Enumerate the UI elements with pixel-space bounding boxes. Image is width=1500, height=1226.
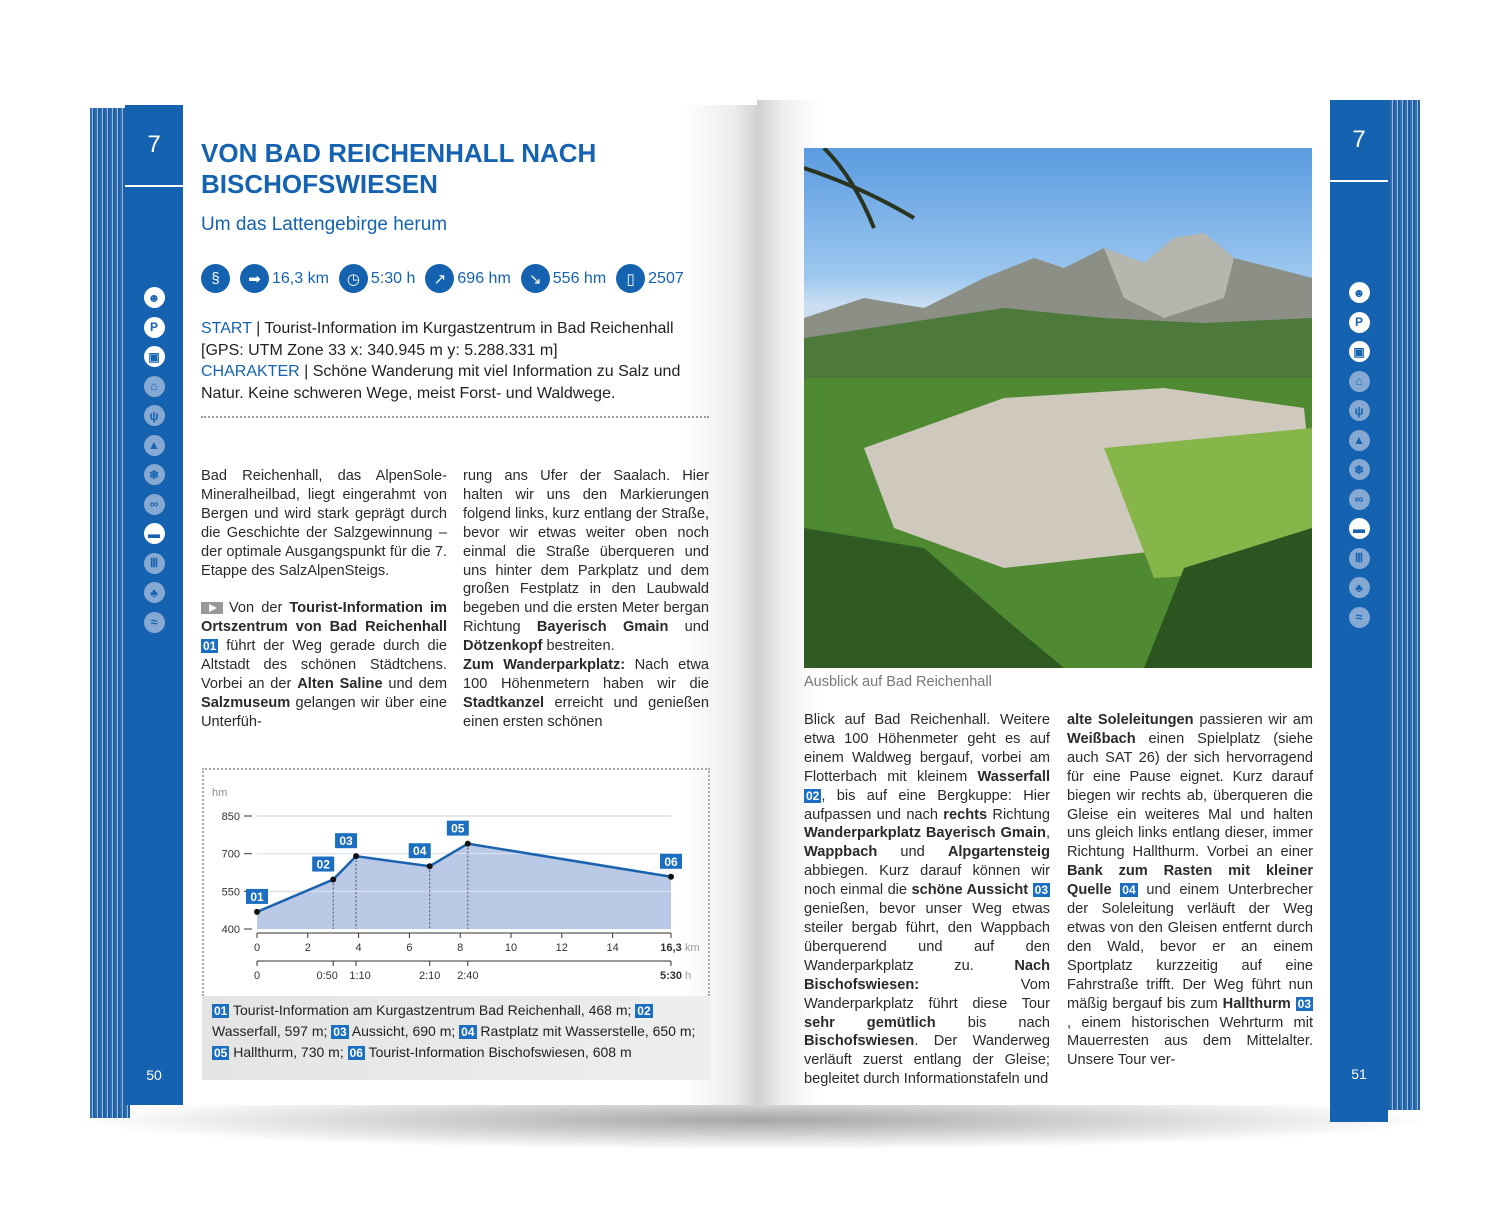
legend-item — [212, 1002, 635, 1018]
descent-value: 556 hm — [552, 269, 607, 287]
left-sidebar-strip — [125, 105, 183, 1105]
tour-title: VON BAD REICHENHALL NACH BISCHOFSWIESEN — [201, 138, 597, 199]
bear-kids-icon: ☻ — [144, 287, 165, 308]
text — [1112, 882, 1121, 898]
x-tick-label: 2 — [304, 942, 311, 954]
duration-value: 5:30 h — [370, 269, 416, 287]
text: und einem Unterbrecher der Soleleitung verläuft der Weg etwas von den Gleisen entfernt durch den Wald, bevor er an einem Sportplatz kurzzeitig auf eine Fahrstraße trifft. Der Weg führt nun mäßig bergauf bis zum — [1067, 882, 1313, 1012]
bold-text: schöne Aussicht — [911, 882, 1029, 899]
x-axis-label: km — [685, 942, 700, 954]
bold-text: alte Soleleitungen — [1067, 712, 1194, 728]
book-edge-right — [1385, 100, 1420, 1110]
bus-icon: ▣ — [1349, 341, 1370, 362]
mountain-town-photo — [804, 148, 1312, 668]
right-column-1 — [804, 711, 1050, 1108]
tour-number: 7 — [125, 105, 183, 187]
waypoint-label: 05 — [451, 821, 465, 836]
time-tick-label: 0 — [253, 970, 261, 982]
waypoint-point — [427, 863, 433, 869]
left-column-1 — [201, 467, 447, 751]
waypoint-label: 06 — [664, 854, 678, 869]
legend-text: Rastplatz mit Wasserstelle, 650 m; — [480, 1023, 696, 1039]
y-tick-label: 850 — [221, 811, 240, 823]
parking-icon: P — [1349, 312, 1370, 333]
waypoint-point — [465, 841, 471, 847]
map-number: 2507 — [648, 269, 684, 287]
hut-icon: ▲ — [1349, 430, 1370, 451]
waypoint-point — [254, 909, 260, 915]
time-tick-label: 1:10 — [349, 970, 371, 982]
legend-text: Aussicht, 690 m; — [351, 1023, 456, 1039]
text: und — [877, 844, 948, 861]
waypoint-label: 01 — [250, 889, 264, 904]
text: Von der — [229, 600, 290, 617]
right-column-2 — [1067, 711, 1313, 1089]
text: abbiegen. Kurz darauf können wir noch einmal die — [804, 863, 1050, 899]
bold-text: Wasserfall — [977, 768, 1050, 785]
bold-text: Bischofswiesen — [804, 1033, 915, 1050]
tour-number: 7 — [1330, 100, 1388, 182]
stat-ascent — [425, 264, 510, 293]
tour-subtitle: Um das Lattengebirge herum — [201, 214, 448, 235]
text: und dem — [382, 675, 448, 692]
parking-icon: P — [144, 317, 165, 338]
bold-text: Zum Wanderparkplatz: — [463, 657, 626, 674]
text: Nach etwa 100 Höhenmetern haben wir die — [463, 657, 709, 692]
waypoint-marker: 03 — [1297, 996, 1311, 1011]
signpost-icon: ➡ — [240, 264, 269, 293]
legend-text: Tourist-Information Bischofswiesen, 608 m — [368, 1044, 632, 1060]
bold-text: Tourist-Information im Ortszentrum von Bad Reichenhall — [201, 600, 447, 636]
museum-icon: Ⅲ — [144, 553, 165, 574]
page-number: 51 — [1351, 1066, 1367, 1082]
elevation-chart — [204, 770, 708, 996]
waypoint-marker: 01 — [203, 639, 217, 654]
text: Bad Reichenhall, das AlpenSole-Mineralheilbad, liegt eingerahmt von Bergen und wird stark geprägt durch die Geschichte der Salzgewinnung – der optimale Ausgangspunkt für die 7. Etappe des SalzAlpenSteigs. — [201, 468, 447, 579]
bold-text: Wanderparkplatz Bayerisch Gmain — [804, 825, 1046, 842]
waypoint-label: 03 — [339, 834, 353, 849]
start-text: | Tourist-Information im Kurgastzentrum in Bad Reichenhall [GPS: UTM Zone 33 x: 340.945 m y: 5.288.331 m] — [201, 320, 674, 359]
paragraph — [463, 467, 709, 656]
waypoint-label: 04 — [413, 844, 427, 859]
cable-car-icon: ⌂ — [1349, 371, 1370, 392]
paragraph — [201, 599, 447, 731]
legend-item — [348, 1044, 632, 1060]
text: , bis auf eine Bergkuppe: Hier aufpassen und nach — [804, 787, 1050, 823]
legend-text: Wasserfall, 597 m; — [212, 1023, 328, 1039]
bicycle-icon: ∞ — [144, 494, 165, 515]
bold-text: Bayerisch Gmain — [536, 619, 669, 636]
text: Blick auf Bad Reichenhall. Weitere etwa 100 Höhenmeter geht es auf einem Waldweg bergauf, vorbei am Flotterbach mit kleinem — [804, 712, 1050, 785]
divider — [201, 416, 709, 418]
text: bestreiten. — [542, 638, 615, 655]
page-number: 50 — [146, 1067, 162, 1083]
legend-item — [459, 1023, 695, 1039]
waypoint-marker: 06 — [349, 1046, 363, 1060]
y-tick-label: 550 — [221, 886, 240, 899]
paragraph — [463, 656, 709, 732]
ascent-value: 696 hm — [457, 269, 511, 287]
y-axis-label: hm — [212, 787, 228, 799]
y-tick-label: 400 — [221, 924, 240, 936]
stat-route — [201, 264, 230, 293]
bold-text: Alten Saline — [297, 675, 383, 692]
text: führt der Weg gerade durch die Altstadt des schönen Städtchens. Vorbei an der — [201, 638, 447, 692]
hut-icon: ▲ — [144, 435, 165, 456]
tour-stats — [201, 264, 684, 293]
restaurant-icon: ψ — [144, 405, 165, 426]
right-sidebar-strip — [1330, 100, 1388, 1122]
waypoint-legend — [202, 996, 710, 1080]
legend-text: Tourist-Information am Kurgastzentrum Bad Reichenhall, 468 m; — [233, 1002, 632, 1018]
bed-icon: ▬ — [144, 523, 165, 544]
book-edge-left — [90, 108, 130, 1118]
time-axis-label: h — [685, 970, 692, 982]
waypoint-marker: 04 — [461, 1025, 475, 1039]
tree-icon: ♣ — [1349, 577, 1370, 598]
category-icons — [1349, 282, 1370, 628]
stat-map — [616, 264, 684, 293]
legend-item — [212, 1044, 348, 1060]
bold-text: Hallthurm — [1222, 995, 1291, 1012]
text: , — [1045, 825, 1050, 842]
text: rung ans Ufer der Saalach. Hier halten wir uns den Markierungen folgend links, kurz entlang der Straße, bevor wir etwas weiter oben noch einmal die Straße überqueren und uns hinter dem Parkplatz und dem großen Festplatz in den Laubwald begeben und die ersten Meter bergan Richtung — [463, 468, 709, 636]
text: . Der Wanderweg verläuft zuerst entlang der Gleise; begleitet durch Informationstafeln und — [804, 1033, 1050, 1088]
x-tick-label: 14 — [606, 942, 619, 954]
play-arrow-icon — [201, 602, 223, 614]
bear-kids-icon: ☻ — [1349, 282, 1370, 303]
bicycle-icon: ∞ — [1349, 489, 1370, 510]
waypoint-marker: 02 — [637, 1004, 651, 1018]
x-tick-label: 0 — [253, 942, 261, 954]
bold-text: rechts — [943, 806, 988, 823]
legend-text: Hallthurm, 730 m; — [233, 1044, 344, 1060]
ascent-arrow-icon: ↗ — [425, 264, 454, 293]
time-tick-label: 0:50 — [316, 970, 338, 982]
text: erreicht und genießen einen ersten schönen — [463, 694, 709, 730]
snowflake-icon: ❄ — [1349, 459, 1370, 480]
legend-item — [331, 1023, 459, 1039]
waypoint-marker: 02 — [806, 788, 820, 803]
time-tick-label: 5:30 — [659, 970, 683, 982]
tour-info — [201, 318, 716, 404]
text: bis nach — [935, 1014, 1050, 1031]
text: passieren wir am — [1193, 712, 1313, 728]
category-icons — [144, 287, 165, 633]
waypoint-marker: 03 — [1034, 883, 1048, 898]
bold-text: Weißbach — [1067, 730, 1136, 747]
waypoint-point — [330, 877, 336, 883]
y-tick-label: 700 — [221, 848, 240, 861]
photo-caption: Ausblick auf Bad Reichenhall — [804, 674, 992, 690]
left-column-2 — [463, 467, 709, 751]
paragraph — [1067, 711, 1313, 1070]
tree-icon: ♣ — [144, 582, 165, 603]
map-icon: ▯ — [616, 264, 645, 293]
bold-text: Nach Bischofswiesen: — [804, 957, 1050, 993]
x-tick-label: 10 — [504, 942, 518, 954]
descent-arrow-icon: ↘ — [521, 264, 550, 293]
text: gelangen wir über eine Unterfüh- — [201, 694, 447, 730]
x-tick-label: 16,3 — [660, 942, 682, 954]
time-tick-label: 2:40 — [457, 970, 479, 982]
bold-text: Stadtkanzel — [463, 694, 545, 711]
x-tick-label: 8 — [457, 942, 464, 954]
clock-icon: ◷ — [339, 264, 368, 293]
text: , einem historischen Wehrturm mit Mauerresten aus dem Mittelalter. Unsere Tour ver- — [1067, 1014, 1313, 1069]
bold-text: Salzmuseum — [201, 694, 291, 711]
landscape-photo — [804, 148, 1312, 668]
bold-text: Bank zum Rasten mit kleiner Quelle — [1067, 863, 1313, 899]
swimming-icon: ≈ — [1349, 607, 1370, 628]
stat-duration — [339, 264, 415, 293]
route-icon: § — [201, 264, 230, 293]
stat-descent — [521, 264, 606, 293]
waypoint-marker: 03 — [333, 1025, 347, 1039]
paragraph — [804, 711, 1050, 1089]
text: Vom Wanderparkplatz führt diese Tour — [804, 976, 1050, 1012]
text: und — [668, 619, 709, 636]
snowflake-icon: ❄ — [144, 464, 165, 485]
waypoint-marker: 04 — [1122, 883, 1136, 898]
bold-text: sehr gemütlich — [804, 1014, 936, 1031]
cable-car-icon: ⌂ — [144, 376, 165, 397]
x-tick-label: 4 — [355, 942, 362, 954]
start-label: START — [201, 320, 252, 337]
waypoint-marker: 05 — [214, 1046, 228, 1060]
restaurant-icon: ψ — [1349, 400, 1370, 421]
character-label: CHARAKTER — [201, 363, 300, 380]
distance-value: 16,3 km — [272, 269, 329, 287]
x-tick-label: 6 — [406, 942, 413, 954]
bold-text: Dötzenkopf — [463, 638, 543, 655]
character-text: | Schöne Wanderung mit viel Information zu Salz und Natur. Keine schweren Wege, meist Forst- und Waldwege. — [201, 363, 681, 402]
waypoint-marker: 01 — [214, 1004, 228, 1018]
text: Richtung — [987, 806, 1051, 823]
paragraph — [201, 467, 447, 580]
bold-text: Alpgartensteig — [947, 844, 1050, 861]
stat-distance — [240, 264, 329, 293]
museum-icon: Ⅲ — [1349, 548, 1370, 569]
bold-text: Wappbach — [804, 844, 878, 861]
waypoint-point — [668, 874, 674, 880]
elevation-profile — [202, 768, 710, 996]
swimming-icon: ≈ — [144, 612, 165, 633]
x-tick-label: 12 — [555, 942, 568, 954]
waypoint-label: 02 — [316, 857, 330, 872]
time-tick-label: 2:10 — [419, 970, 441, 982]
text: genießen, bevor unser Weg etwas steiler bergab führt, den Wappbach überquerend und auf den Wanderparkplatz zu. — [804, 901, 1050, 974]
bus-icon: ▣ — [144, 346, 165, 367]
waypoint-point — [353, 853, 359, 859]
text: einen Spielplatz (siehe auch SAT 26) der sich hervorragend für eine Pause eignet. Kurz darauf biegen wir rechts ab, überqueren die Gleise ein weiteres Mal und halten uns gleich links entlang dieser, immer Richtung Hallthurm. Vorbei an einer — [1067, 730, 1313, 861]
bed-icon: ▬ — [1349, 518, 1370, 539]
